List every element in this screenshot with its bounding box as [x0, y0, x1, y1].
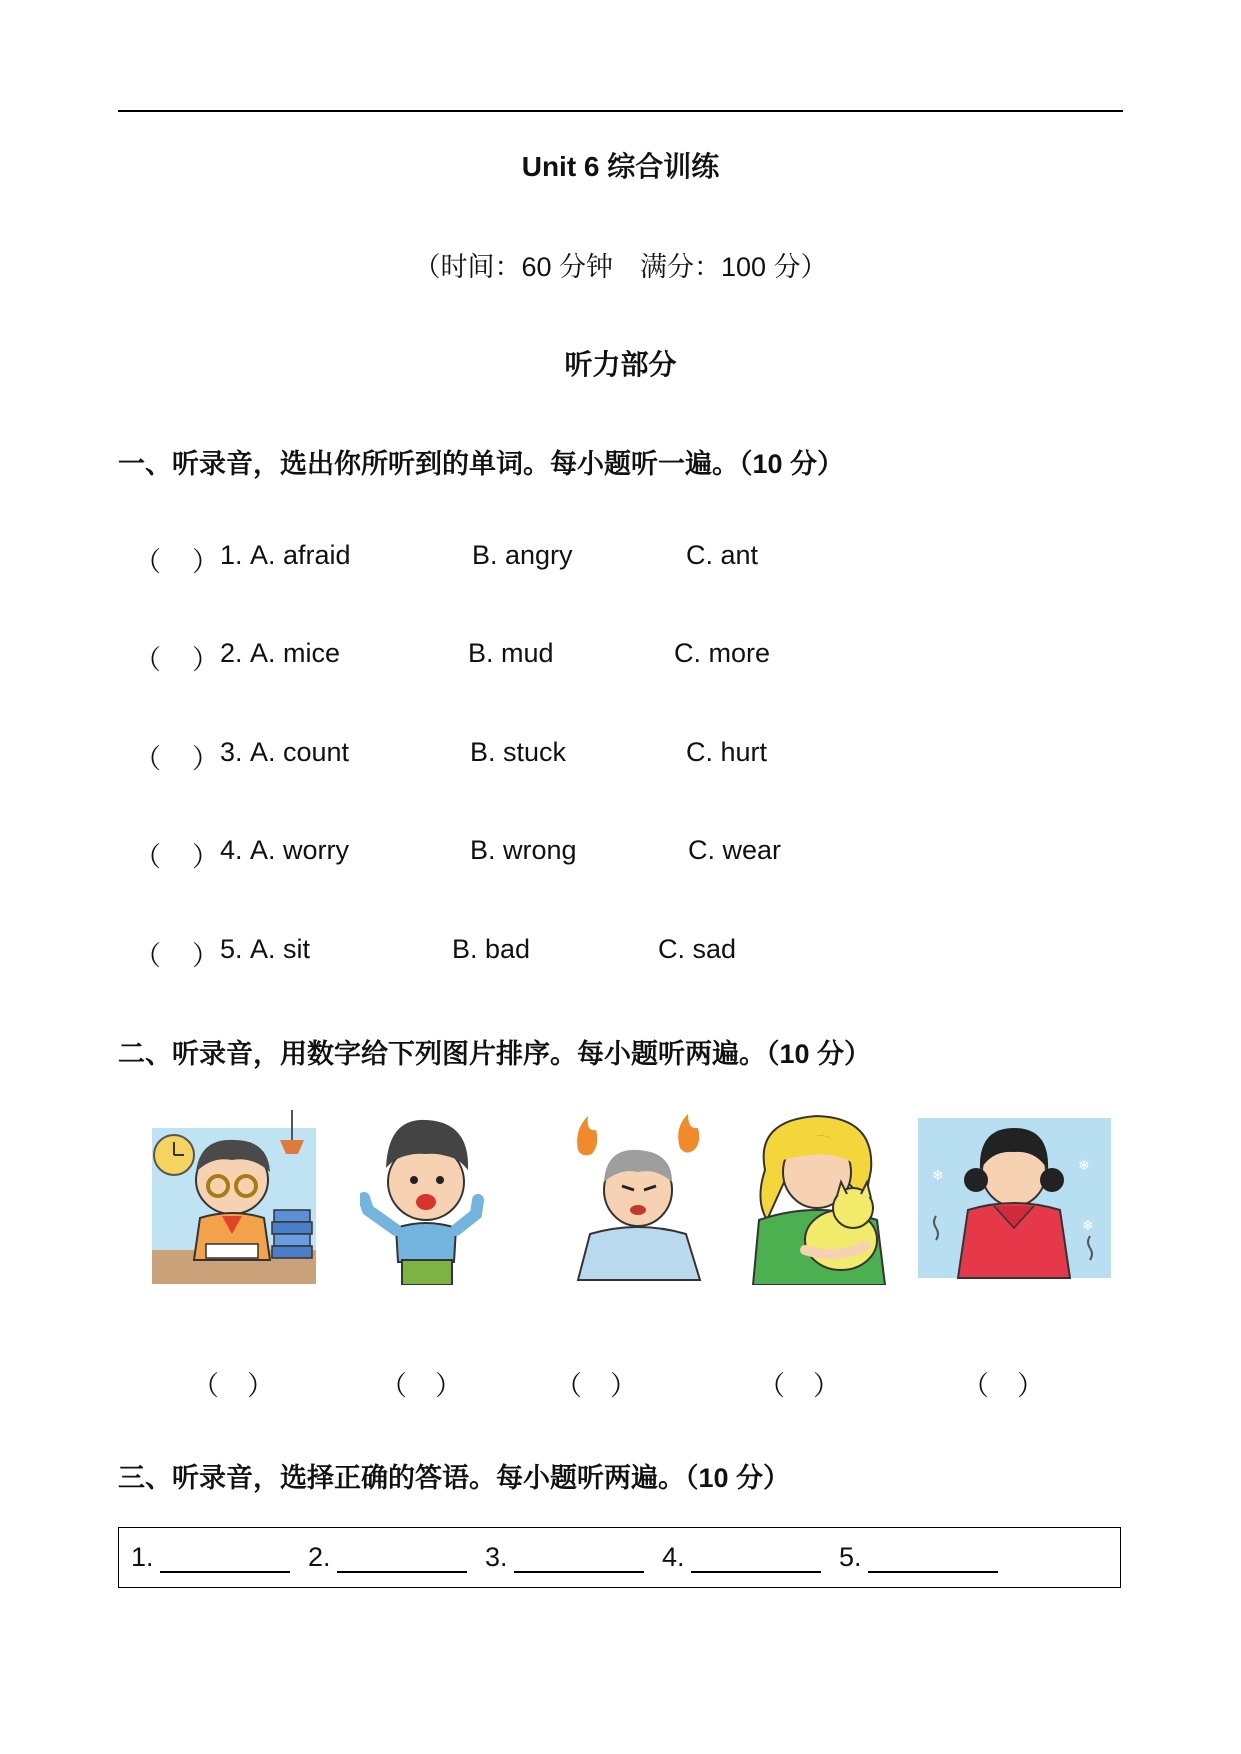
- answer-paren-close: ）: [192, 941, 219, 971]
- answer-paren-open: （: [134, 842, 161, 872]
- svg-text:❄: ❄: [1078, 1157, 1090, 1173]
- option-c: C. more: [674, 638, 771, 668]
- answer-paren-open: （: [134, 941, 161, 971]
- item-number: 1.: [220, 540, 243, 570]
- picture-answer-5: （ ）: [962, 1371, 1044, 1401]
- item-number: 5.: [220, 934, 243, 964]
- option-b: B. stuck: [470, 737, 567, 767]
- option-b: B. angry: [472, 540, 573, 570]
- part2-heading: 二、听录音，用数字给下列图片排序。每小题听两遍。（10 分）: [118, 1039, 872, 1069]
- answer-paren-open: （: [134, 645, 161, 675]
- option-b: B. mud: [468, 638, 554, 668]
- option-b: B. bad: [452, 934, 531, 964]
- picture-angry-boy: [570, 1110, 715, 1285]
- picture-answer-4: （ ）: [758, 1371, 840, 1401]
- option-a: A. worry: [250, 835, 350, 865]
- option-c: C. hurt: [686, 737, 768, 767]
- part3-heading: 三、听录音，选择正确的答语。每小题听两遍。（10 分）: [118, 1463, 791, 1493]
- answer-paren-close: ）: [192, 842, 219, 872]
- answer-blank-5[interactable]: 5.: [839, 1542, 998, 1573]
- section-heading-listening: 听力部分: [564, 349, 677, 380]
- answer-paren-close: ）: [192, 645, 219, 675]
- page-title: Unit 6 综合训练: [521, 151, 720, 182]
- page-subtitle: （时间：60 分钟 满分：100 分）: [413, 252, 828, 282]
- answer-box: [118, 1527, 1121, 1588]
- picture-happy-boy: [360, 1110, 485, 1285]
- answer-blank-1[interactable]: 1.: [131, 1542, 290, 1573]
- option-c: C. sad: [658, 934, 737, 964]
- option-c: C. ant: [686, 540, 759, 570]
- answer-blank-3[interactable]: 3.: [485, 1542, 644, 1573]
- picture-boy-reading: [152, 1110, 316, 1285]
- option-b: B. wrong: [470, 835, 577, 865]
- answer-paren-close: ）: [192, 744, 219, 774]
- picture-answer-3: （ ）: [555, 1371, 637, 1401]
- option-a: A. afraid: [250, 540, 351, 570]
- picture-answer-2: （ ）: [380, 1371, 462, 1401]
- svg-text:❄: ❄: [932, 1167, 944, 1183]
- item-number: 2.: [220, 638, 243, 668]
- picture-girl-with-cat: [745, 1110, 895, 1285]
- answer-paren-open: （: [134, 547, 161, 577]
- option-a: A. mice: [250, 638, 341, 668]
- svg-text:❄: ❄: [1082, 1217, 1094, 1233]
- part1-heading: 一、听录音，选出你所听到的单词。每小题听一遍。（10 分）: [118, 449, 845, 479]
- answer-blank-4[interactable]: 4.: [662, 1542, 821, 1573]
- answer-paren-open: （: [134, 744, 161, 774]
- answer-blank-2[interactable]: 2.: [308, 1542, 467, 1573]
- option-c: C. wear: [688, 835, 782, 865]
- option-a: A. count: [250, 737, 350, 767]
- top-rule: [118, 110, 1123, 112]
- answer-paren-close: ）: [192, 547, 219, 577]
- picture-answer-1: （ ）: [192, 1371, 274, 1401]
- picture-cold-girl: [918, 1110, 1111, 1285]
- item-number: 4.: [220, 835, 243, 865]
- option-a: A. sit: [250, 934, 311, 964]
- item-number: 3.: [220, 737, 243, 767]
